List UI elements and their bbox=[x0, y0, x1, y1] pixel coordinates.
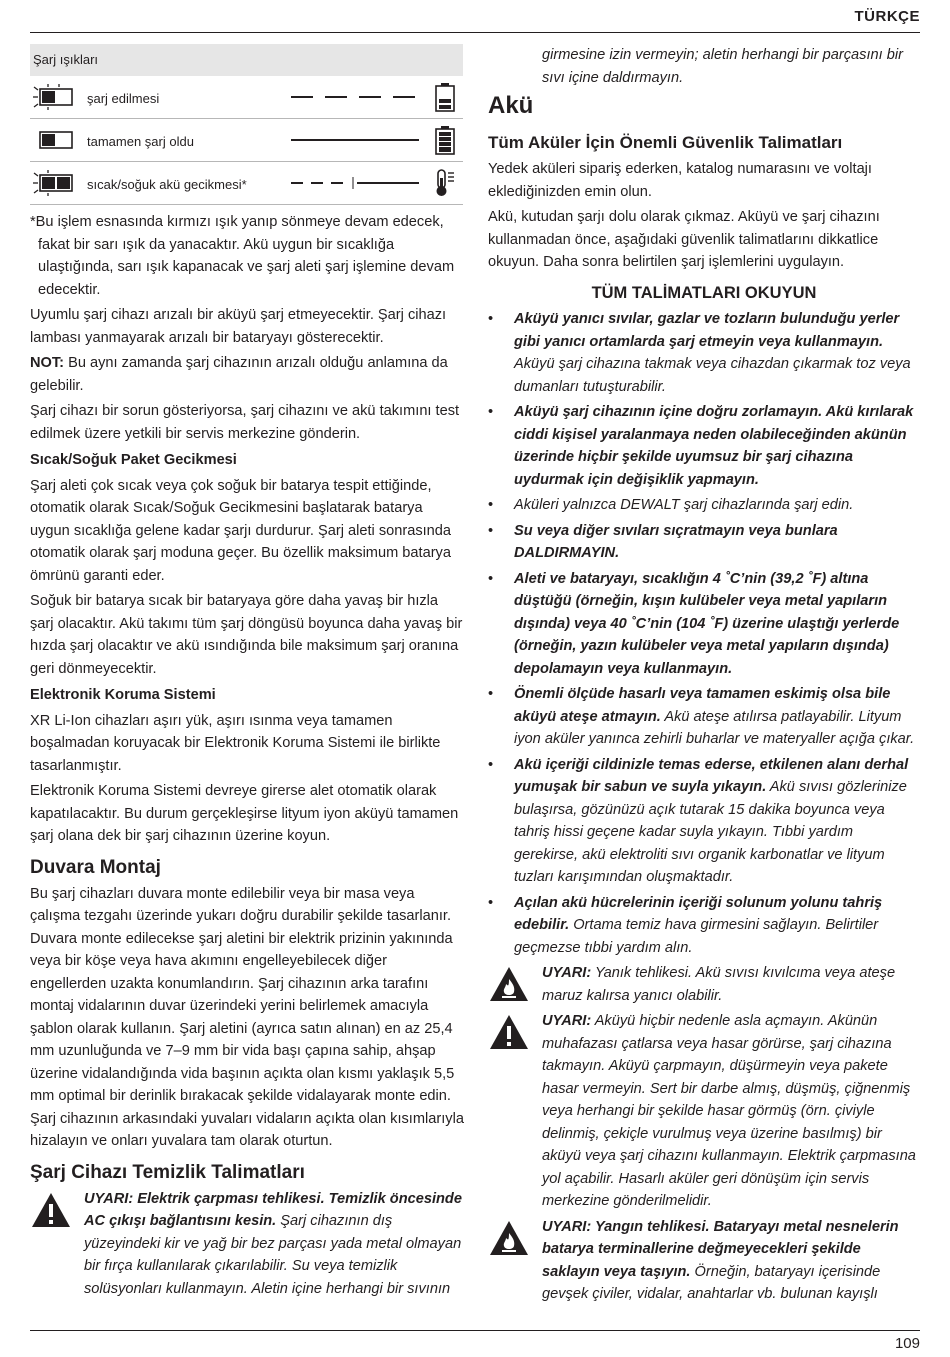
fire-warning-icon bbox=[488, 965, 530, 1003]
charge-row-delay bbox=[30, 162, 463, 205]
item-text: Ortama temiz hava girmesini sağlayın. Belirtiler geçmezse tıbbi yardım alın. bbox=[514, 917, 879, 956]
item-bold: Önemli ölçüde hasarlı veya tamamen eskimiş olsa bile aküyü ateşe atmayın. bbox=[514, 686, 891, 725]
paragraph: Bu şarj cihazları duvara monte edilebilir veya bir masa veya çalışma tezgahı üzerinde yukarı doğru durabilir şekilde tasarlanır. Duvara monte edilecekse şarj aletini bir elektrik prizinin yakınında veya bir köşe veya hava akımını engelleyebilecek diğer engellerden uzakta konumlandırın. Şarj cihazının arka tarafını montaj vidalarının duvar üzerindeki yerini belirlemek amacıyla şablon olarak kullanın. Şarj aletini (ayrıca satın alınan) en az 25,4 mm uzunluğunda ve 7–9 mm bir vida başı çapına sahip, ahşap üzerine vidalandığında vida başının açıkta olan kısmı yaklaşık 5,5 mm optimal bir derinlik bırakacak şekilde vidalayarak monte edin. Şarj cihazının arkasındaki yuvaları vidaların açıkta olan kısımlarıyla hizalayın ve onları yuvalara tam olarak oturtun. bbox=[30, 885, 464, 1149]
paragraph: Akü, kutudan şarjı dolu olarak çıkmaz. Aküyü ve şarj cihazını kullanmadan önce, aşağıdaki güvenlik talimatlarını dikkatlice okuyun. Daha sonra belirtilen şarj işlemlerini uygulayın. bbox=[488, 209, 880, 270]
subsection-heading: Tüm Aküler İçin Önemli Güvenlik Talimatları bbox=[488, 133, 843, 152]
warning-bold: UYARI: Elektrik çarpması tehlikesi. Temizlik öncesinde AC çıkışı bağlantısını kesin. bbox=[84, 1190, 462, 1229]
list-item bbox=[488, 520, 920, 565]
dual-led-icon bbox=[33, 170, 79, 196]
warning-text: Aküyü hiçbir nedenle asla açmayın. Akünün muhafazası çatlarsa veya hasar görürse, şarj cihazına takmayın. Aküyü çarpmayın, düşürmeyin veya pakete hasar vermeyin. Sert bir darbe almış, düşmüş, çiğnenmiş veya herhangi bir şekilde hasar görmüş (örn. çiviyle delinmiş, çekiçle vurulmuş veya üzerine basılmış) bir aküyü veya şarj cihazını kullanmayın. Elektrik çarpmasına yol açabilir. Hasarlı aküler geri dönüşüm için servis merkezine gönderilmelidir. bbox=[542, 1013, 916, 1209]
list-item bbox=[488, 754, 920, 889]
charge-lights-table bbox=[30, 44, 463, 205]
note-text: Bu aynı zamanda şarj cihazının arızalı olduğu anlamına da gelebilir. bbox=[30, 355, 448, 394]
item-bold: Su veya diğer sıvıları sıçratmayın veya bunlara DALDIRMAYIN. bbox=[514, 522, 838, 561]
item-bold: Aküyü yanıcı sıvılar, gazlar ve tozların bulunduğu yerler gibi yanıcı ortamlarda şarj etmeyin veya kullanmayın. bbox=[514, 311, 900, 350]
charge-row-label: sıcak/soğuk akü gecikmesi* bbox=[87, 177, 247, 192]
paragraph: Yedek aküleri sipariş ederken, katalog numarasını ve voltajı eklediğinizden emin olun. bbox=[488, 161, 872, 200]
subheading: Elektronik Koruma Sistemi bbox=[30, 687, 216, 703]
charge-lights-title: Şarj ışıkları bbox=[30, 44, 463, 76]
warning-block bbox=[488, 1010, 920, 1213]
warning-label: UYARI: bbox=[542, 965, 592, 981]
item-bold: Akü içeriği cildinizle temas ederse, etkilenen alanı derhal yumuşak bir sabun ve suyla yıkayın. bbox=[514, 756, 909, 795]
thermometer-icon bbox=[434, 168, 456, 198]
language-header: TÜRKÇE bbox=[854, 8, 920, 25]
right-column bbox=[488, 44, 920, 1309]
blink-pattern-icon bbox=[287, 89, 423, 105]
warning-block bbox=[488, 962, 920, 1007]
list-item bbox=[488, 401, 920, 491]
paragraph: XR Li-Ion cihazları aşırı yük, aşırı ısınma veya tamamen boşalmadan koruyacak bir Elektronik Koruma Sistemi ile birlikte tasarlanmıştır. bbox=[30, 712, 441, 774]
read-all-heading: TÜM TALİMATLARI OKUYUN bbox=[591, 283, 817, 302]
list-item bbox=[488, 494, 920, 517]
charge-row-label: şarj edilmesi bbox=[87, 91, 160, 106]
warning-text: Yanık tehlikesi. Akü sıvısı kıvılcıma veya ateşe maruz kalırsa yanıcı olabilir. bbox=[542, 965, 896, 1004]
item-bold: Aleti ve bataryayı, sıcaklığın 4 ˚C’nin (39,2 ˚F) altına düştüğü (örneğin, kışın kulübeler veya metal yapıların dışında) veya 40 ˚C’nin (104 ˚F) üzerine ulaştığı yerlerde (örneğin, yazın kulübeler veya metal yapıların dışında) depolamayın veya kullanmayın. bbox=[514, 570, 900, 677]
charge-row-charging bbox=[30, 76, 463, 119]
list-item bbox=[488, 892, 920, 960]
item-text: Akü sıvısı gözlerinize bulaşırsa, gözünüzü açık tutarak 15 dakika boyunca veya tahriş hissi geçene kadar suyla yıkayın. Tıbbi yardım gerekirse, akü elektroliti sıvı organik karbonatlar ve lityum tuzları karışımından oluşmaktadır. bbox=[514, 779, 907, 885]
charge-row-full bbox=[30, 119, 463, 162]
continued-text: girmesine izin vermeyin; aletin herhangi bir parçasını bir sıvı içine daldırmayın. bbox=[542, 47, 903, 86]
section-heading: Duvara Montaj bbox=[30, 856, 161, 878]
warning-triangle-icon bbox=[30, 1191, 72, 1229]
warning-bold: UYARI: Yangın tehlikesi. Bataryayı metal nesnelerin batarya terminallerine değmeyecekleri şekilde saklayın veya taşıyın. bbox=[542, 1218, 899, 1280]
safety-list bbox=[488, 308, 920, 959]
delay-pattern-icon bbox=[287, 175, 423, 191]
warning-text: Örneğin, bataryayı içerisinde gevşek çiviler, vidalar, anahtarlar vb. bulunan kayışlı bbox=[542, 1263, 881, 1302]
list-item bbox=[488, 568, 920, 681]
warning-block bbox=[488, 1216, 920, 1306]
warning-text: Şarj cihazının dış yüzeyindeki kir ve yağ bir bez parçası yada metal olmayan bir fırça kullanılarak çıkarılabilir. Su veya temizlik solüsyonları kullanmayın. Aletin içine herhangi bir sıvının bbox=[84, 1213, 462, 1297]
warning-block bbox=[30, 1188, 464, 1301]
paragraph: Soğuk bir batarya sıcak bir bataryaya göre daha yavaş bir hızla şarj olacaktır. Akü takımı tüm şarj döngüsü boyunca daha yavaş bir hızda şarj olacaktır ve akü ısındığında bile maksimum şarj oranına geri dönmeyecektir. bbox=[30, 593, 463, 677]
charge-row-label: tamamen şarj oldu bbox=[87, 134, 194, 149]
note-paragraph bbox=[30, 352, 464, 397]
header-divider bbox=[30, 32, 920, 33]
item-bold: Aküyü şarj cihazının içine doğru zorlamayın. Akü kırılarak ciddi kişisel yaralanmaya neden olabileceğinden akünün üzerinde hiçbir şekilde uyumsuz bir şarj cihazına uydurmak için değişiklik yapmayın. bbox=[514, 404, 914, 488]
paragraph: Uyumlu şarj cihazı arızalı bir aküyü şarj etmeyecektir. Şarj cihazı lambası yanmayarak arızalı bir bataryayı gösterecektir. bbox=[30, 307, 447, 346]
note-label: NOT: bbox=[30, 355, 65, 371]
page-number: 109 bbox=[894, 1335, 920, 1352]
fire-warning-icon bbox=[488, 1219, 530, 1257]
solid-led-icon bbox=[33, 127, 79, 153]
item-text: Akü ateşe atılırsa patlayabilir. Lityum iyon aküler yanınca zehirli buharlar ve materyaller açığa çıkar. bbox=[514, 708, 915, 747]
battery-charging-icon bbox=[434, 82, 456, 112]
list-item bbox=[488, 308, 920, 398]
solid-pattern-icon bbox=[287, 132, 423, 148]
left-column bbox=[30, 44, 464, 1303]
section-heading: Şarj Cihazı Temizlik Talimatları bbox=[30, 1161, 305, 1183]
item-text: Aküyü şarj cihazına takmak veya cihazdan çıkarmak toz veya dumanları tutuşturabilir. bbox=[514, 356, 911, 395]
paragraph: Elektronik Koruma Sistemi devreye girerse alet otomatik olarak kapatılacaktır. Bu durum gerçekleşirse lityum iyon aküyü tamamen şarj olana dek bir şarj cihazının üzerine koyun. bbox=[30, 783, 459, 844]
charge-delay-note: *Bu işlem esnasında kırmızı ışık yanıp sönmeye devam edecek, fakat bir sarı ışık da yanacaktır. Akü uygun bir sıcaklığa ulaştığında, sarı ışık kapanacak ve şarj aleti şarj işlemine devam edecektir. bbox=[30, 214, 455, 298]
paragraph: Şarj aleti çok sıcak veya çok soğuk bir batarya tespit ettiğinde, otomatik olarak Sıcak/Soğuk Gecikmesini başlatarak batarya uygun sıcaklığa gelene kadar şarjı durdurur. Şarj aleti sonrasında otomatik olarak şarj moduna geçer. Bu özellik maksimum batarya ömrünü garanti eder. bbox=[30, 477, 452, 584]
paragraph: Şarj cihazı bir sorun gösteriyorsa, şarj cihazını ve akü takımını test edilmek üzere yetkili bir servis merkezine gönderin. bbox=[30, 403, 460, 442]
subheading: Sıcak/Soğuk Paket Gecikmesi bbox=[30, 452, 237, 468]
list-item bbox=[488, 683, 920, 751]
warning-triangle-icon bbox=[488, 1013, 530, 1051]
footer-divider bbox=[30, 1330, 920, 1331]
blinking-led-icon bbox=[33, 84, 79, 110]
item-bold: Açılan akü hücrelerinin içeriği solunum yolunu tahriş edebilir. bbox=[514, 894, 883, 933]
warning-label: UYARI: bbox=[542, 1013, 592, 1029]
section-heading: Akü bbox=[488, 92, 534, 119]
item-text: Aküleri yalnızca DEWALT şarj cihazlarında şarj edin. bbox=[514, 497, 854, 513]
battery-full-icon bbox=[434, 125, 456, 155]
